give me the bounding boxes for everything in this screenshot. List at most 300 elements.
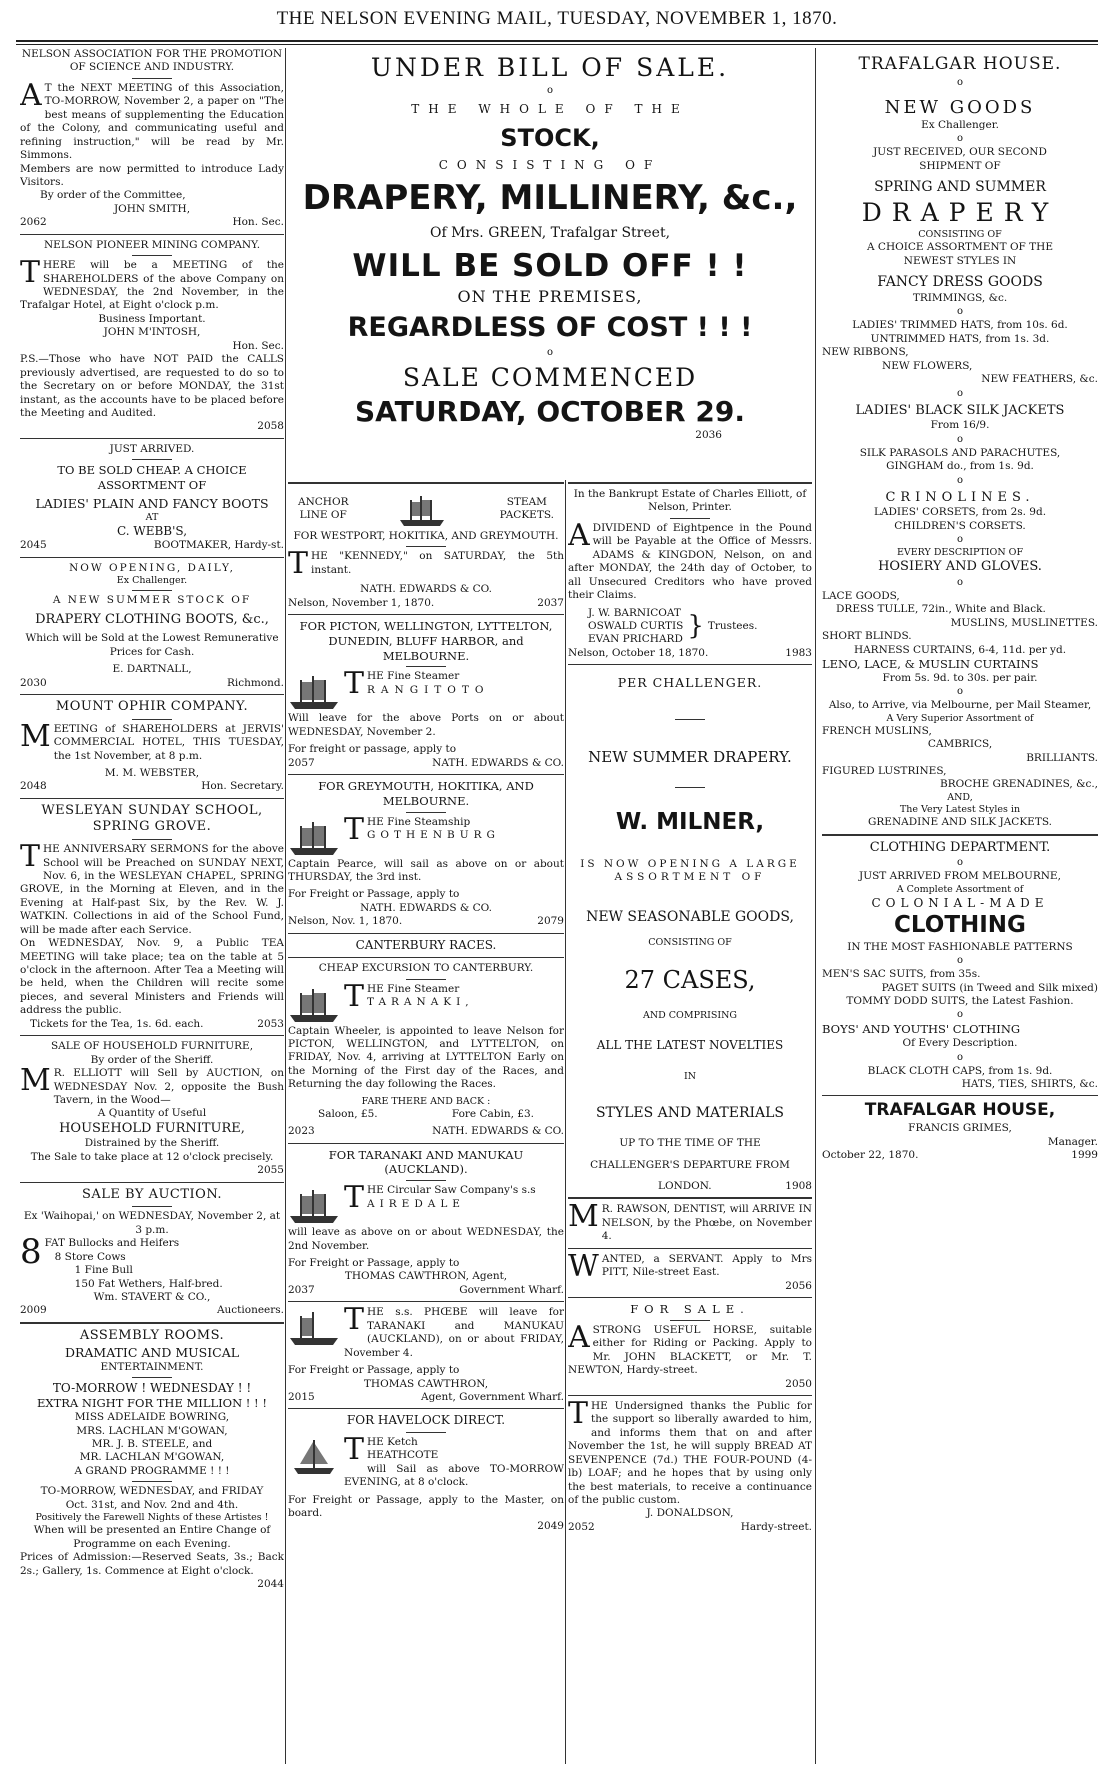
advert-title: WESLEYAN SUNDAY SCHOOL, SPRING GROVE. [41,802,263,835]
drop-cap: T [344,1302,365,1338]
lot-item: FAT Bullocks and Heifers [44,1237,180,1250]
advert-text: Distrained by the Sheriff. [84,1137,220,1150]
advert-body: EETING of SHAREHOLDERS at JERVIS' COMMERCIAL HOTEL, THIS TUESDAY, the 1st November, at 8 p.m. [53,722,284,762]
advert-text: HE Fine Steamship [367,815,471,828]
advert-text: CAMBRICS, [927,738,993,751]
advert-text: LADIES' CORSETS, from 2s. 9d. [873,506,1047,519]
divider [20,694,284,695]
divider [670,1320,710,1321]
advert-title: SALE BY AUCTION. [81,1186,223,1202]
advert-donaldson-bread [568,1395,812,1534]
advert-text: From 5s. 9d. to 30s. per pair. [882,671,1038,684]
advert-number: 1983 [785,646,812,659]
signer-role: Hon. Secretary. [201,780,284,793]
advert-text: FRENCH MUSLINS, [822,724,932,737]
divider [288,1143,564,1144]
advert-headline: WILL BE SOLD OFF ! ! [352,247,748,284]
advert-text: For Freight or Passage, apply to [288,1364,460,1377]
separator: o [956,857,964,869]
advert-title: UNDER BILL OF SALE. [370,53,730,82]
advert-number: 2048 [20,780,47,793]
advert-text: From 16/9. [930,419,990,432]
advert-text: MR. J. B. STEELE, and [91,1437,213,1450]
advert-text: NEW FLOWERS, [882,359,973,372]
advert-text: A Complete Assortment of [896,883,1024,895]
advert-title: MOUNT OPHIR COMPANY. [55,699,249,715]
signer: M. M. WEBSTER, [104,766,200,779]
address: Richmond. [226,676,284,689]
advert-text: NEW FEATHERS, &c. [981,373,1098,386]
signer: JOHN SMITH, [113,202,191,215]
advert-number: 2057 [288,756,315,769]
advert-text: SHORT BLINDS. [822,630,912,643]
divider [132,459,172,460]
divider [20,557,284,558]
advert-text: FOR WESTPORT, HOKITIKA, AND GREYMOUTH. [293,530,559,542]
advert-headline: LADIES' PLAIN AND FANCY BOOTS [35,495,269,511]
advert-title: NELSON ASSOCIATION FOR THE PROMOTION OF SCIENCE AND INDUSTRY. [21,48,283,74]
advert-text: SHIPMENT OF [919,159,1001,172]
divider [132,1481,172,1482]
advert-title: PER CHALLENGER. [617,675,763,691]
advert-body: HERE will be a MEETING of the SHAREHOLDERS of the above Company on WEDNESDAY, the 2nd November, in the Trafalgar Hotel, at Eight o'clock p.m. [20,259,284,312]
left-column [20,48,284,1764]
advert-title: ASSEMBLY ROOMS. [79,1327,225,1343]
advert-text: Ex 'Waihopai,' on WEDNESDAY, November 2, at 3 p.m. [23,1210,281,1236]
advert-date: October 22, 1870. [822,1149,919,1162]
advert-body: Captain Wheeler, is appointed to leave Nelson for PICTON, WELLINGTON, and LYTTELTON, on FRIDAY, Nov. 4, arriving at LYTTELTON Early on the Morning of the First day of the Races, and Returning the day following the Races. [288,1024,564,1091]
lot-item: 8 Store Cows [54,1250,126,1263]
divider [288,957,564,958]
advert-text: STEAM [506,495,547,508]
signer: E. DARTNALL, [112,663,192,676]
advert-text: FRANCIS GRIMES, [908,1122,1012,1135]
advert-heathcote [288,1413,564,1533]
divider [288,482,564,484]
advert-text: CHALLENGER'S DEPARTURE FROM [590,1158,790,1171]
advert-date: Nelson, November 1, 1870. [288,596,435,609]
advert-body: DIVIDEND of Eightpence in the Pound will be Payable at the Office of Messrs. ADAMS & KINGDON, Nelson, on and after MONDAY, the 24th day of October, to all Unsecured Creditors who have proved their Claims. [568,521,812,602]
advert-text: TO-MORROW, WEDNESDAY, and FRIDAY [40,1485,264,1498]
drop-cap: T [288,546,309,582]
drop-cap: T [344,978,365,1014]
divider [132,1206,172,1207]
advert-text: Oct. 31st, and Nov. 2nd and 4th. [65,1498,239,1511]
advert-number: 2036 [695,429,722,442]
advert-text: CONSISTING OF [438,158,662,173]
advert-body: Will leave for the above Ports on or about WEDNESDAY, November 2. [288,712,564,738]
ship-name: TARANAKI, [367,995,474,1008]
advert-text: ASSORTMENT OF [614,871,766,884]
signer: THOMAS CAWTHRON, [363,1377,489,1390]
advert-text: NEWEST STYLES IN [903,254,1017,267]
advert-body: HE "KENNEDY," on SATURDAY, the 5th instant. [311,550,564,576]
advert-text: AND COMPRISING [642,1009,738,1021]
advert-for-sale-horse [568,1302,812,1391]
advert-text: IS NOW OPENING A LARGE [580,857,800,870]
trustee-name: EVAN PRICHARD [588,633,683,646]
advert-milner [568,675,812,1193]
advert-text: Positively the Farewell Nights of these Artistes ! [35,1512,269,1524]
advert-text: UNTRIMMED HATS, from 1s. 3d. [870,332,1050,345]
advert-text: Trustees. [707,619,758,632]
advert-airedale [288,1148,564,1298]
advert-text: For Freight or Passage, apply to the Master, on board. [288,1493,564,1519]
divider [288,614,564,615]
advert-text: Tickets for the Tea, 1s. 6d. each. [30,1017,204,1030]
advert-headline: LADIES' BLACK SILK JACKETS [855,402,1065,418]
fare-saloon: Saloon, £5. [318,1107,378,1120]
advert-text: A CHOICE ASSORTMENT OF THE [866,241,1054,254]
center-column [568,482,812,1764]
advert-dartnall [20,562,284,690]
steamship-icon [288,672,340,712]
advert-text: LADIES' TRIMMED HATS, from 10s. 6d. [852,319,1068,332]
divider [132,1377,172,1378]
advert-title: CANTERBURY RACES. [355,937,497,952]
advert-headline: NEW SEASONABLE GOODS, [586,908,794,925]
advert-rawson-dentist [568,1199,812,1243]
advert-wesleyan [20,803,284,1031]
address: Hardy-street. [740,1520,812,1533]
advert-headline: NEW SUMMER DRAPERY. [588,748,792,767]
separator: o [956,534,964,545]
advert-text: TRIMMINGS, &c. [912,291,1008,304]
divider [20,798,284,799]
advert-headline: CRINOLINES. [885,489,1035,505]
advert-text: JUST ARRIVED FROM MELBOURNE, [859,870,1061,883]
column-divider [565,480,566,1764]
advert-number: 2045 [20,539,47,552]
steamship-icon [396,490,448,530]
advert-text: HE Fine Steamer [367,670,460,683]
advert-text: A GRAND PROGRAMME ! ! ! [74,1464,230,1477]
advert-text: FARE THERE AND BACK : [361,1095,491,1107]
divider [406,1180,446,1181]
advert-text: EXTRA NIGHT FOR THE MILLION ! ! ! [37,1396,267,1411]
divider [132,839,172,840]
separator: o [956,133,964,145]
advert-text: UP TO THE TIME OF THE [619,1137,761,1150]
advert-headline: DRAPERY CLOTHING BOOTS, &c., [35,611,269,627]
advert-text: CONSISTING OF [648,936,732,948]
advert-number: 2053 [257,1017,284,1030]
advert-headline: 27 CASES, [624,965,756,994]
advert-text: CONSISTING OF [918,229,1002,240]
drop-cap: A [20,77,42,113]
advert-text: LENO, LACE, & MUSLIN CURTAINS [822,656,1039,671]
divider [406,666,446,667]
advert-title: SALE OF HOUSEHOLD FURNITURE, [50,1040,254,1053]
advert-text: COLONIAL-MADE [871,895,1049,910]
advert-text: SILK PARASOLS AND PARACHUTES, [859,446,1061,459]
signer: NATH. EDWARDS & CO. [432,756,564,769]
advert-text: A Quantity of Useful [97,1107,207,1120]
advert-number: 2055 [257,1164,284,1177]
divider [568,1248,812,1249]
divider [20,1182,284,1183]
advert-text: TO-MORROW ! WEDNESDAY ! ! [52,1380,252,1395]
advert-text: AND, [947,791,973,803]
advert-assembly-rooms [20,1328,284,1592]
advert-wanted-servant [568,1248,812,1293]
advert-headline: CLOTHING [894,912,1026,939]
separator: o [956,76,964,88]
advert-text: For Freight or Passage, apply to [288,1257,460,1270]
advert-text: Business Important. [98,312,206,325]
divider [20,234,284,235]
steamship-icon [288,818,340,858]
advert-number: 2037 [288,1283,315,1296]
advert-number: 1999 [1071,1149,1098,1162]
advert-text: Ex Challenger. [116,575,188,587]
divider [20,438,284,439]
advert-body: On WEDNESDAY, Nov. 9, a Public TEA MEETING will take place; tea on the table at 5 o'clock in the afternoon. After Tea a Meeting will be held, when the Children will recite some pieces, and several Ministers and Friends will address the public. [20,937,284,1017]
advert-taranaki [288,938,564,1139]
divider [822,834,1098,836]
advert-webb-boots [20,443,284,553]
advert-text: MEN'S SAC SUITS, from 35s. [822,968,981,981]
advert-title: NELSON PIONEER MINING COMPANY. [43,238,261,251]
advert-text: TO BE SOLD CHEAP. A CHOICE [57,463,247,478]
advert-number: 2023 [288,1125,315,1138]
advert-title: FOR PICTON, WELLINGTON, LYTTELTON, DUNEDIN, BLUFF HARBOR, and MELBOURNE. [299,619,553,663]
advert-text: Of Mrs. GREEN, Trafalgar Street, [429,224,671,241]
address: Agent, Government Wharf. [421,1390,564,1403]
advert-title: FOR GREYMOUTH, HOKITIKA, AND MELBOURNE. [318,779,534,808]
column-divider [815,48,816,1764]
trustee-name: J. W. BARNICOAT [588,606,681,619]
drop-cap: T [20,255,41,291]
ship-name: GOTHENBURG [367,828,500,841]
advert-number: 2062 [20,216,47,229]
advert-text: BRILLIANTS. [1026,751,1098,764]
advert-body: HE ANNIVERSARY SERMONS for the above School will be Preached on SUNDAY NEXT, Nov. 6, in the WESLEYAN CHAPEL, SPRING GROVE, in the Morning at Eleven, and in the Evening at Half-past Six, by the Rev. W. J. WATKIN. Collections in aid of the School Fund, will be made after each Service. [20,843,284,936]
advert-text: ALL THE LATEST NOVELTIES [596,1037,784,1052]
advert-headline: TRAFALGAR HOUSE, [864,1100,1056,1121]
advert-number: 2050 [785,1377,812,1390]
drop-cap: A [568,1319,590,1355]
separator: o [956,306,964,318]
advert-title: In the Bankrupt Estate of Charles Elliott, of Nelson, Printer. [573,488,807,514]
advert-body: STRONG USEFUL HORSE, suitable either for Riding or Packing. Apply to Mr. JOHN BLACKETT, or Mr. T. NEWTON, Hardy-street. [568,1323,812,1377]
advert-text: LINE OF [299,509,347,521]
separator: o [956,955,964,967]
advert-title: FOR HAVELOCK DIRECT. [346,1413,506,1428]
advert-anchor-line [288,488,564,610]
store-name: C. WEBB'S, [116,523,188,538]
ship-name: AIREDALE [367,1197,465,1210]
advert-text: MISS ADELAIDE BOWRING, [74,1411,230,1424]
divider [406,546,446,547]
advert-pioneer-mining [20,239,284,434]
fare-fore-cabin: Fore Cabin, £3. [451,1107,534,1120]
advert-number: 2037 [537,596,564,609]
signer: J. DONALDSON, [646,1507,734,1520]
advert-headline: STYLES AND MATERIALS [595,1105,785,1122]
advert-subtitle: CHEAP EXCURSION TO CANTERBURY. [318,962,534,975]
signer: Wm. STAVERT & CO., [93,1291,211,1304]
advert-text: MUSLINS, MUSLINETTES. [950,616,1098,629]
steamship-icon [288,1308,340,1348]
advert-number: 2009 [20,1304,47,1317]
advert-text: CHILDREN'S CORSETS. [894,519,1026,532]
divider [288,1301,564,1302]
advert-title: TRAFALGAR HOUSE. [858,54,1062,74]
advert-phoebe [288,1302,564,1404]
advert-text: Ex Challenger. [921,118,999,131]
advert-sale-by-auction [20,1187,284,1318]
advert-text: EVERY DESCRIPTION OF [896,547,1024,558]
separator: o [956,1009,964,1021]
divider [132,255,172,256]
advert-number: 1908 [785,1179,812,1192]
steamship-icon [288,985,340,1025]
divider [288,1408,564,1409]
advert-text: The Sale to take place at 12 o'clock precisely. [30,1150,274,1163]
signer-role: Auctioneers. [216,1304,284,1317]
divider [20,1322,284,1324]
drop-cap: T [344,811,365,847]
advert-headline: DRAPERY [861,198,1059,227]
masthead-rule [16,40,1098,42]
advert-text: By order of the Committee, [40,189,186,202]
separator: o [546,346,554,358]
advert-headline: SALE COMMENCED [402,362,698,392]
shipping-column [288,482,564,1764]
advert-number: 2030 [20,676,47,689]
advert-number: 2015 [288,1390,315,1403]
drop-cap: M [20,718,51,754]
separator: o [956,1051,964,1063]
advert-body: Captain Pearce, will sail as above on or about THURSDAY, the 3rd inst. [288,857,564,883]
advert-text: ANCHOR [298,495,349,508]
advert-text: BLACK CLOTH CAPS, from 1s. 9d. [867,1064,1053,1077]
drop-cap: A [568,517,590,553]
advert-body: will leave as above on or about WEDNESDAY, the 2nd November. [288,1226,564,1252]
ketch-icon [288,1438,340,1478]
advert-number: 2052 [568,1520,595,1533]
advert-title: FOR SALE. [630,1302,750,1317]
divider [406,979,446,980]
advert-body: Which will be Sold at the Lowest Remunerative Prices for Cash. [25,632,279,658]
divider [132,78,172,79]
bill-of-sale-advert [288,48,812,478]
advert-text: LACE GOODS, [822,589,900,602]
divider [822,1095,1098,1096]
separator: o [956,433,964,445]
advert-science-association [20,48,284,230]
advert-text: PACKETS. [499,509,554,521]
advert-text: THE WHOLE OF THE [411,102,689,116]
advert-date: Nelson, Nov. 1, 1870. [288,915,403,928]
signer-role: Manager. [1047,1135,1098,1148]
advert-text: For Freight or Passage, apply to [288,888,460,901]
advert-text: MR. LACHLAN M'GOWAN, [79,1451,225,1464]
divider [132,590,172,591]
advert-title: JUST ARRIVED. [109,442,195,455]
advert-title: NOW OPENING, DAILY, [69,561,235,574]
advert-text: LONDON. [658,1179,712,1192]
divider [568,1297,812,1298]
advert-body: HE s.s. PHŒBE will leave for TARANAKI and MANUKAU (AUCKLAND), on or about FRIDAY, November 4. [344,1306,564,1359]
advert-body: will Sail as above TO-MORROW EVENING, at 8 o'clock. [344,1462,564,1489]
advert-text: JUST RECEIVED, OUR SECOND [873,146,1047,159]
advert-text: When will be presented an Entire Change of Programme on each Evening. [33,1524,271,1550]
advert-text: HE Circular Saw Company's s.s [367,1184,536,1197]
divider [20,1035,284,1036]
advert-number: 2058 [257,420,284,433]
drop-cap: T [344,1431,365,1467]
advert-body: P.S.—Those who have NOT PAID the CALLS previously advertised, are requested to do so to the Secretary on or before MONDAY, the 31st instant, as the accounts have to be placed before the Meeting and Audited. [20,353,284,419]
divider [675,719,705,720]
trafalgar-house-column [822,48,1098,1764]
trustee-name: OSWALD CURTIS [588,619,684,632]
ship-name: RANGITOTO [367,683,490,696]
advert-text: IN THE MOST FASHIONABLE PATTERNS [847,940,1073,953]
divider [675,787,705,788]
advert-text: IN [683,1071,697,1083]
advert-body: T the NEXT MEETING of this Association, TO-MORROW, November 2, a paper on "The best means of supplementing the Education of the Colony, and communicating useful and refining instruction," will be read by Mr. Simmons. [20,81,284,162]
divider [132,719,172,720]
advert-gothenburg [288,779,564,929]
drop-cap: T [344,666,365,702]
divider [406,1432,446,1433]
advert-headline: STOCK, [500,124,600,153]
advert-text: BROCHE GRENADINES, &c., [940,778,1098,791]
advert-text: MRS. LACHLAN M'GOWAN, [76,1424,228,1437]
drop-cap: M [20,1063,51,1099]
advert-text: Of Every Description. [902,1037,1018,1050]
column-divider [285,48,286,1764]
advert-rangitoto [288,619,564,770]
advert-body: Members are now permitted to introduce Lady Visitors. [20,162,284,188]
separator: o [956,576,964,588]
masthead-rule-thin [16,44,1098,45]
advert-text: Also, to Arrive, via Melbourne, per Mail Steamer, [828,699,1092,712]
divider [568,1197,812,1199]
advert-text: HE Fine Steamer [367,982,460,995]
advert-body: R. ELLIOTT will Sell by AUCTION, on WEDNESDAY Nov. 2, opposite the Bush Tavern, in the Wood— [53,1067,284,1106]
address: Government Wharf. [459,1283,564,1296]
advert-text: For freight or passage, apply to [288,743,457,756]
drop-cap: W [568,1248,599,1284]
advert-number: 2049 [537,1520,564,1533]
signer: JOHN M'INTOSH, [103,326,201,339]
drop-cap: 8 [20,1232,42,1273]
signer-role: Hon. Sec. [232,216,284,229]
advert-text: Prices of Admission:—Reserved Seats, 3s.; Back 2s.; Gallery, 1s. Commence at Eight o'clock. [20,1551,284,1577]
advert-text: ASSORTMENT OF [97,477,207,492]
signer: THOMAS CAWTHRON, Agent, [344,1270,508,1283]
advert-date: Nelson, October 18, 1870. [568,646,709,659]
signer: NATH. EDWARDS & CO. [432,1125,564,1138]
advert-text: A NEW SUMMER STOCK OF [52,594,252,607]
advert-headline: NEW GOODS [884,96,1036,118]
advert-headline: FANCY DRESS GOODS [877,274,1043,291]
advert-body: ANTED, a SERVANT. Apply to Mrs PITT, Nile-street East. [601,1252,812,1279]
separator: o [956,474,964,486]
separator: o [956,387,964,399]
advert-text: HE Ketch [367,1435,418,1448]
advert-text: DRESS TULLE, 72in., White and Black. [836,603,1046,616]
advert-headline: DRAPERY, MILLINERY, &c., [302,178,798,219]
advert-mount-ophir [20,699,284,794]
divider [568,664,812,665]
advert-text: FIGURED LUSTRINES, [822,765,947,778]
masthead: THE NELSON EVENING MAIL, TUESDAY, NOVEMBER 1, 1870. [276,8,838,29]
advert-text: GINGHAM do., from 1s. 9d. [886,460,1034,473]
